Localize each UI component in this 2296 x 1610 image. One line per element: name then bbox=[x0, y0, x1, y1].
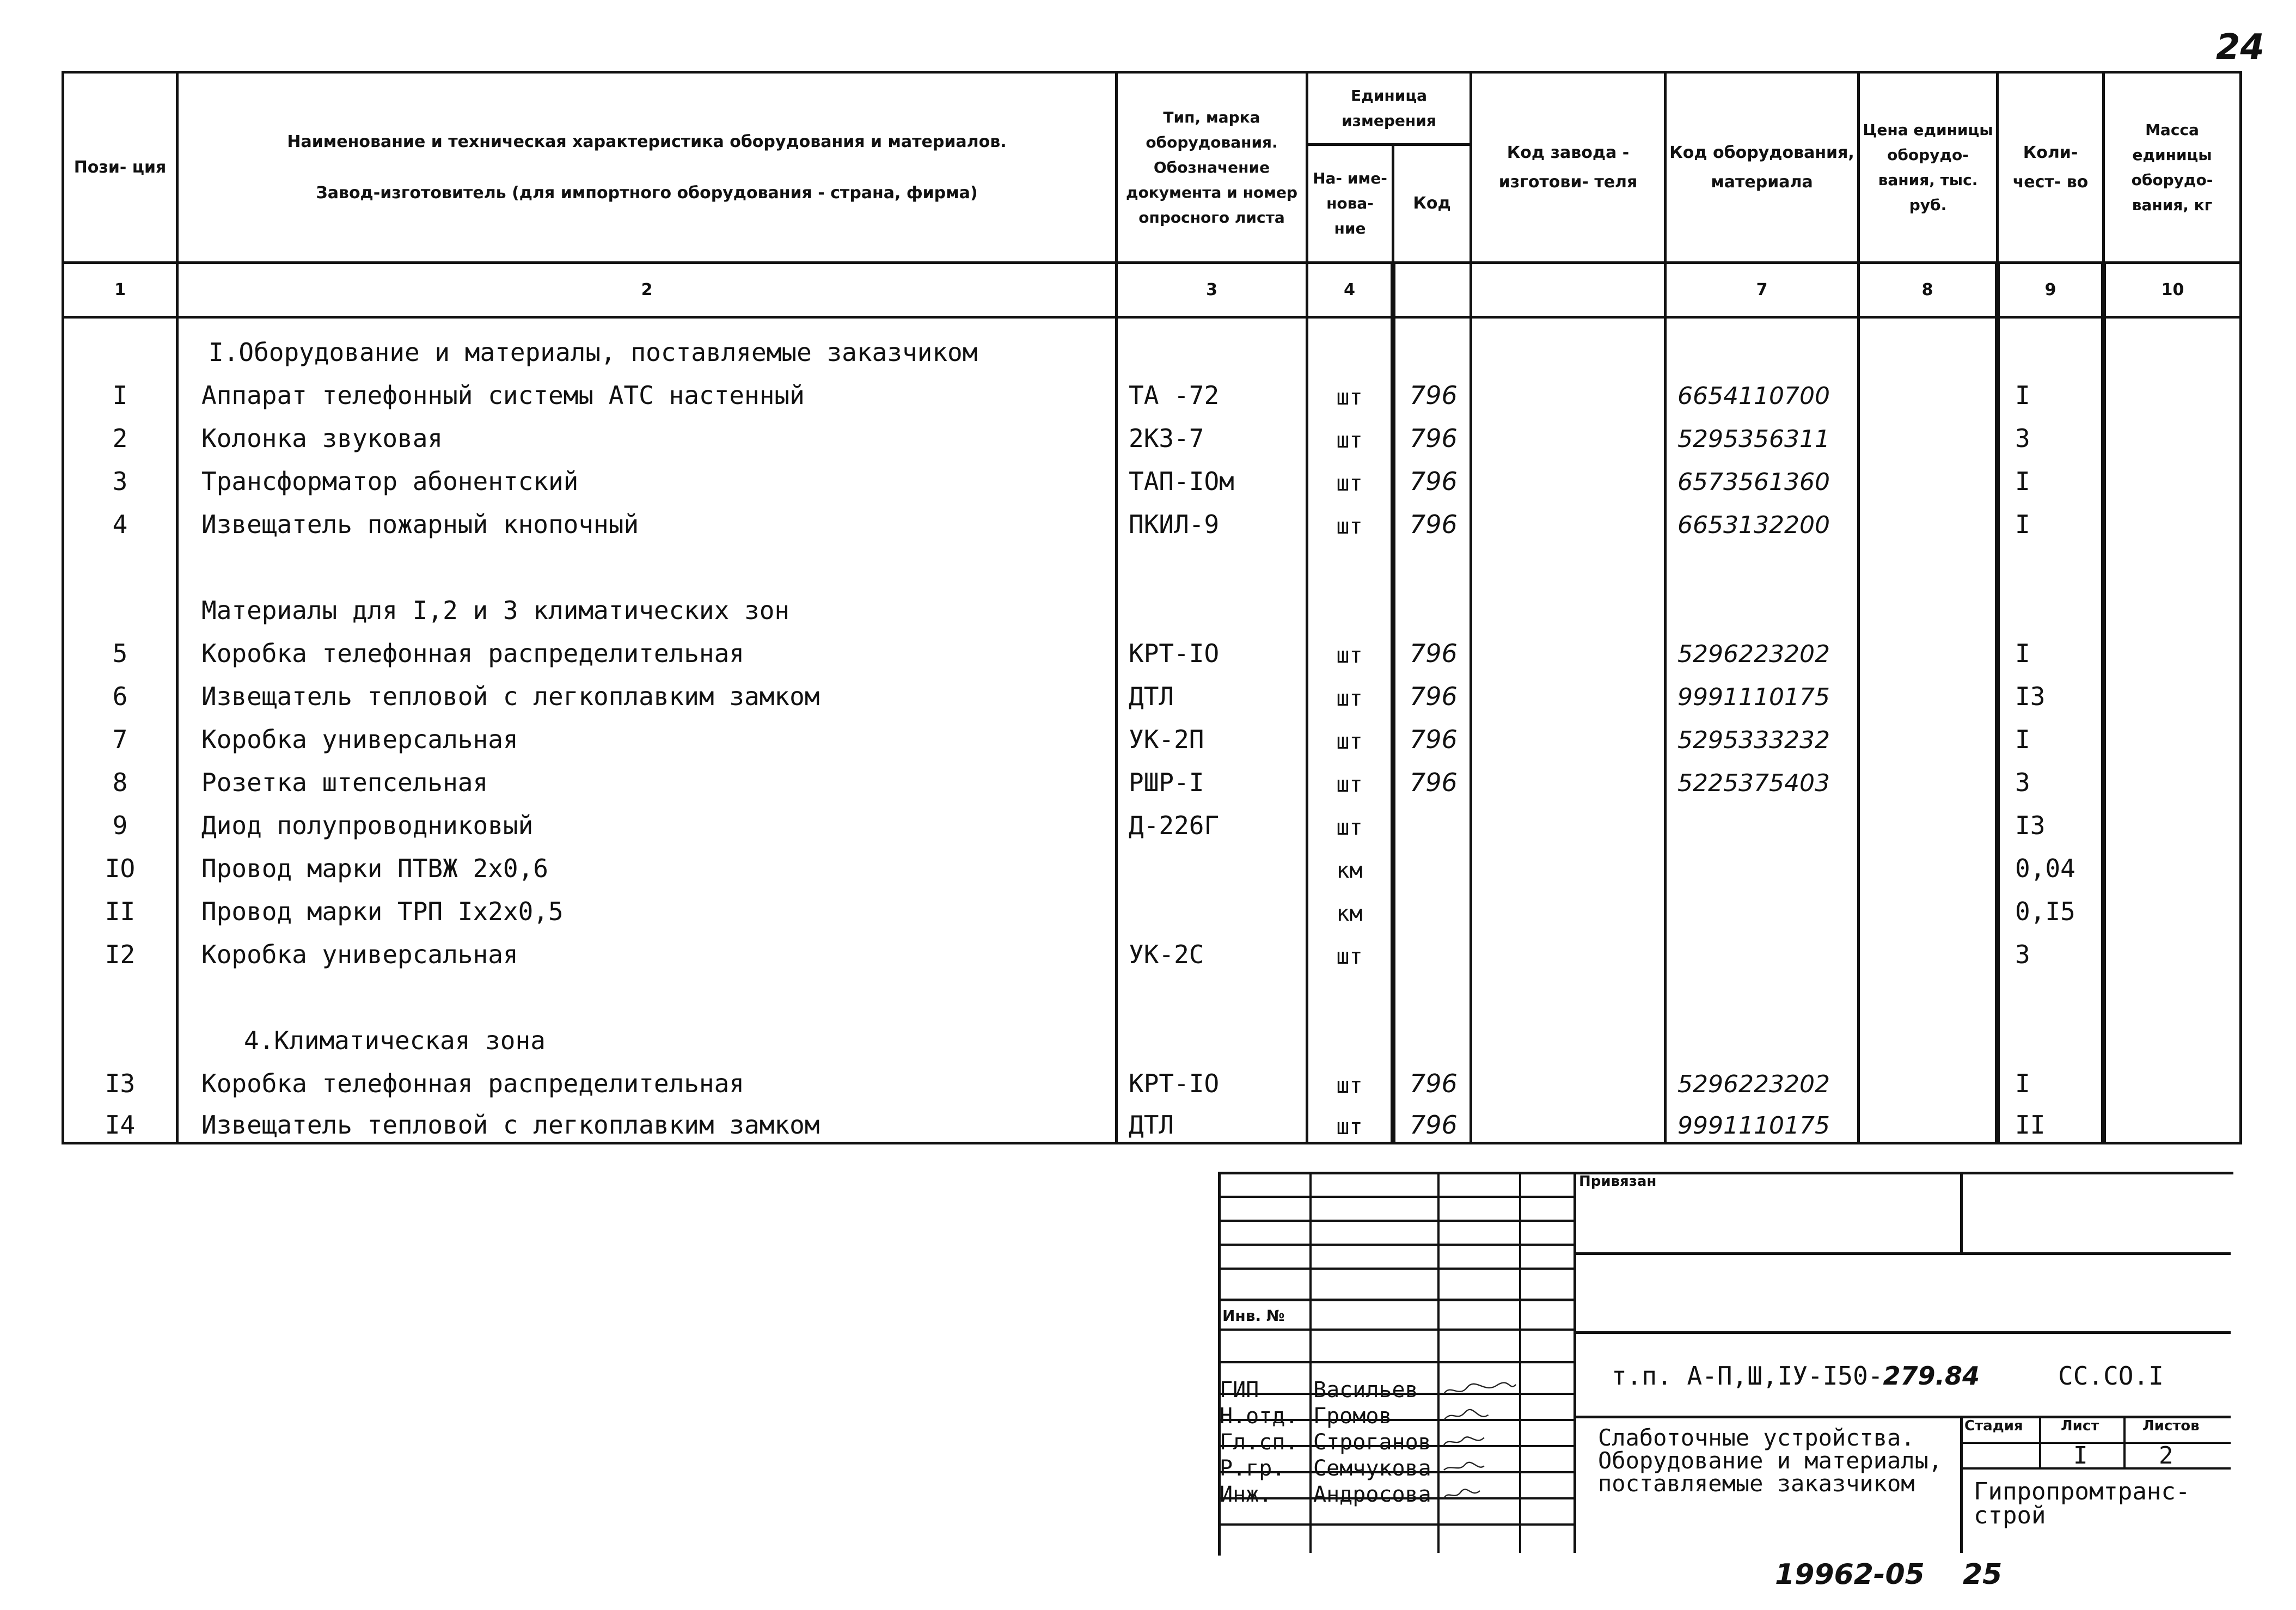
sheet-code: СС.СО.I bbox=[2058, 1361, 2164, 1391]
cell-type: УК-2С bbox=[1117, 928, 1307, 971]
cell-price bbox=[1859, 1057, 1998, 1100]
header-manufacturer-code: Код завода - изготови- теля bbox=[1471, 72, 1666, 263]
cell-price bbox=[1859, 756, 1998, 799]
cell-unit bbox=[1307, 971, 1393, 1014]
cell-type bbox=[1117, 1014, 1307, 1057]
cell-pos: I2 bbox=[63, 928, 177, 971]
cell-mass bbox=[2104, 369, 2241, 412]
cell-qty bbox=[1998, 971, 2104, 1014]
cell-price bbox=[1859, 1100, 1998, 1143]
cell-mass bbox=[2104, 541, 2241, 584]
table-row bbox=[63, 713, 2241, 756]
cell-unit: шт bbox=[1307, 799, 1393, 842]
cell-type: ТА -72 bbox=[1117, 369, 1307, 412]
cell-price bbox=[1859, 842, 1998, 885]
cell-name: Аппарат телефонный системы АТС настенный bbox=[177, 369, 1117, 412]
header-name: Наименование и техническая характеристика оборудования и материалов. Завод-изготовитель (для импортного оборудования - страна, фирма) bbox=[177, 72, 1117, 263]
cell-price bbox=[1859, 885, 1998, 928]
signature-icon bbox=[1442, 1405, 1518, 1428]
cell-qty bbox=[1998, 541, 2104, 584]
table-row bbox=[63, 1057, 2241, 1100]
cell-type bbox=[1117, 842, 1307, 885]
cell-unit: шт bbox=[1307, 412, 1393, 455]
cell-name: Розетка штепсельная bbox=[177, 756, 1117, 799]
cell-name: Коробка телефонная распределительная bbox=[177, 627, 1117, 670]
cell-mat-code bbox=[1666, 971, 1859, 1014]
cell-mass bbox=[2104, 971, 2241, 1014]
signer-role: Инж. bbox=[1220, 1482, 1272, 1507]
cell-mfr bbox=[1471, 799, 1666, 842]
cell-mass bbox=[2104, 317, 2241, 369]
table-row bbox=[63, 885, 2241, 928]
cell-pos bbox=[63, 541, 177, 584]
table-row bbox=[63, 971, 2241, 1014]
table-row bbox=[63, 498, 2241, 541]
cell-unit bbox=[1307, 1014, 1393, 1057]
cell-name: Коробка телефонная распределительная bbox=[177, 1057, 1117, 1100]
bottom-page-number: 25 bbox=[1963, 1558, 2003, 1591]
cell-mass bbox=[2104, 412, 2241, 455]
cell-pos: IO bbox=[63, 842, 177, 885]
header-unit-code: Код bbox=[1393, 145, 1471, 263]
cell-qty: I bbox=[1998, 455, 2104, 498]
cell-mfr bbox=[1471, 713, 1666, 756]
cell-unit: км bbox=[1307, 885, 1393, 928]
inventory-number-label: Инв. № bbox=[1222, 1307, 1285, 1325]
cell-mat-code bbox=[1666, 541, 1859, 584]
cell-mass bbox=[2104, 1057, 2241, 1100]
sheets-label: Листов bbox=[2142, 1418, 2200, 1434]
cell-pos: 7 bbox=[63, 713, 177, 756]
cell-qty bbox=[1998, 317, 2104, 369]
cell-qty: 0,I5 bbox=[1998, 885, 2104, 928]
cell-code bbox=[1393, 885, 1471, 928]
cell-type: КРТ-IO bbox=[1117, 1057, 1307, 1100]
cell-price bbox=[1859, 928, 1998, 971]
cell-name: Коробка универсальная bbox=[177, 713, 1117, 756]
cell-unit bbox=[1307, 584, 1393, 627]
stage-label: Стадия bbox=[1964, 1418, 2023, 1434]
cell-price bbox=[1859, 971, 1998, 1014]
table-row bbox=[63, 627, 2241, 670]
cell-type: КРТ-IO bbox=[1117, 627, 1307, 670]
cell-mfr bbox=[1471, 885, 1666, 928]
signer-role: Гл.сп. bbox=[1220, 1430, 1299, 1455]
cell-code: 796 bbox=[1393, 1100, 1471, 1143]
document-code: т.п. А-П,Ш,IУ-I50-279.84 bbox=[1612, 1361, 1980, 1391]
cell-unit bbox=[1307, 317, 1393, 369]
signature-icon bbox=[1442, 1457, 1518, 1480]
cell-pos bbox=[63, 317, 177, 369]
cell-name: Материалы для I,2 и 3 климатических зон bbox=[177, 584, 1117, 627]
table-row bbox=[63, 541, 2241, 584]
cell-qty: II bbox=[1998, 1100, 2104, 1143]
cell-mat-code bbox=[1666, 928, 1859, 971]
header-units: Единица измерения bbox=[1307, 72, 1471, 145]
cell-type: РШР-I bbox=[1117, 756, 1307, 799]
signer-name: Васильев bbox=[1313, 1378, 1418, 1403]
cell-mfr bbox=[1471, 842, 1666, 885]
cell-name: Провод марки ТРП Iх2х0,5 bbox=[177, 885, 1117, 928]
signer-name: Строганов bbox=[1313, 1430, 1431, 1455]
header-price: Цена единицы оборудо- вания, тыс. руб. bbox=[1859, 72, 1998, 263]
signer-role: ГИП bbox=[1220, 1378, 1259, 1403]
cell-pos: 2 bbox=[63, 412, 177, 455]
page-number: 24 bbox=[2216, 27, 2265, 68]
table-row bbox=[63, 1100, 2241, 1143]
cell-name: Извещатель тепловой с легкоплавким замком bbox=[177, 670, 1117, 713]
cell-type: ПКИЛ-9 bbox=[1117, 498, 1307, 541]
table-row bbox=[63, 756, 2241, 799]
cell-mat-code bbox=[1666, 885, 1859, 928]
signer-name: Семчукова bbox=[1313, 1456, 1431, 1481]
cell-unit: шт bbox=[1307, 670, 1393, 713]
cell-pos: I bbox=[63, 369, 177, 412]
cell-mfr bbox=[1471, 412, 1666, 455]
cell-qty: I bbox=[1998, 369, 2104, 412]
table-row bbox=[63, 455, 2241, 498]
header-mass: Масса единицы оборудо- вания, кг bbox=[2104, 72, 2241, 263]
cell-name: Коробка универсальная bbox=[177, 928, 1117, 971]
cell-name: Извещатель пожарный кнопочный bbox=[177, 498, 1117, 541]
cell-name: Провод марки ПТВЖ 2х0,6 bbox=[177, 842, 1117, 885]
cell-code bbox=[1393, 842, 1471, 885]
cell-type: ДТЛ bbox=[1117, 1100, 1307, 1143]
cell-code: 796 bbox=[1393, 756, 1471, 799]
cell-mass bbox=[2104, 627, 2241, 670]
header-material-code: Код оборудования, материала bbox=[1666, 72, 1859, 263]
cell-name bbox=[177, 971, 1117, 1014]
table-row bbox=[63, 842, 2241, 885]
table-row bbox=[63, 1014, 2241, 1057]
cell-mat-code bbox=[1666, 799, 1859, 842]
cell-price bbox=[1859, 799, 1998, 842]
cell-mat-code: 9991110175 bbox=[1666, 1100, 1859, 1143]
cell-unit bbox=[1307, 541, 1393, 584]
signature-icon bbox=[1442, 1379, 1518, 1401]
cell-unit: шт bbox=[1307, 498, 1393, 541]
cell-type bbox=[1117, 317, 1307, 369]
cell-qty bbox=[1998, 1014, 2104, 1057]
cell-code bbox=[1393, 928, 1471, 971]
table-body bbox=[63, 317, 2241, 1143]
cell-unit: шт bbox=[1307, 1100, 1393, 1143]
cell-mass bbox=[2104, 928, 2241, 971]
cell-mass bbox=[2104, 756, 2241, 799]
sheets-value: 2 bbox=[2159, 1442, 2173, 1470]
cell-pos: 3 bbox=[63, 455, 177, 498]
cell-unit: шт bbox=[1307, 369, 1393, 412]
signature-icon bbox=[1442, 1431, 1518, 1454]
cell-type bbox=[1117, 541, 1307, 584]
cell-code: 796 bbox=[1393, 713, 1471, 756]
cell-mass bbox=[2104, 455, 2241, 498]
cell-mfr bbox=[1471, 928, 1666, 971]
cell-mat-code bbox=[1666, 584, 1859, 627]
cell-mat-code bbox=[1666, 842, 1859, 885]
cell-pos bbox=[63, 1014, 177, 1057]
cell-unit: шт bbox=[1307, 627, 1393, 670]
cell-code bbox=[1393, 799, 1471, 842]
cell-unit: шт bbox=[1307, 713, 1393, 756]
header-position: Пози- ция bbox=[63, 72, 177, 263]
cell-code: 796 bbox=[1393, 670, 1471, 713]
cell-price bbox=[1859, 369, 1998, 412]
cell-mass bbox=[2104, 713, 2241, 756]
cell-qty: I3 bbox=[1998, 799, 2104, 842]
cell-mfr bbox=[1471, 455, 1666, 498]
cell-name: Извещатель тепловой с легкоплавким замком bbox=[177, 1100, 1117, 1143]
cell-mat-code bbox=[1666, 317, 1859, 369]
cell-type: ДТЛ bbox=[1117, 670, 1307, 713]
cell-qty: I bbox=[1998, 498, 2104, 541]
cell-price bbox=[1859, 713, 1998, 756]
cell-qty: I bbox=[1998, 1057, 2104, 1100]
cell-mat-code: 6573561360 bbox=[1666, 455, 1859, 498]
cell-pos bbox=[63, 971, 177, 1014]
cell-code: 796 bbox=[1393, 498, 1471, 541]
cell-price bbox=[1859, 627, 1998, 670]
cell-qty bbox=[1998, 584, 2104, 627]
signer-role: Р.гр. bbox=[1220, 1456, 1285, 1481]
cell-mfr bbox=[1471, 1057, 1666, 1100]
cell-mass bbox=[2104, 1014, 2241, 1057]
cell-code: 796 bbox=[1393, 455, 1471, 498]
column-numbers-row: 1 2 3 4 7 8 9 10 bbox=[63, 263, 2241, 317]
signature-icon bbox=[1442, 1483, 1518, 1506]
cell-mfr bbox=[1471, 1100, 1666, 1143]
cell-price bbox=[1859, 412, 1998, 455]
cell-mass bbox=[2104, 670, 2241, 713]
sheet-value: I bbox=[2073, 1442, 2088, 1470]
cell-name: Колонка звуковая bbox=[177, 412, 1117, 455]
cell-name: Диод полупроводниковый bbox=[177, 799, 1117, 842]
equipment-table bbox=[62, 71, 2242, 1144]
cell-name: 4.Климатическая зона bbox=[177, 1014, 1117, 1057]
cell-code bbox=[1393, 1014, 1471, 1057]
cell-mfr bbox=[1471, 670, 1666, 713]
cell-code bbox=[1393, 971, 1471, 1014]
cell-pos: 9 bbox=[63, 799, 177, 842]
cell-unit: км bbox=[1307, 842, 1393, 885]
cell-type: ТАП-IOм bbox=[1117, 455, 1307, 498]
cell-mfr bbox=[1471, 756, 1666, 799]
signer-name: Громов bbox=[1313, 1404, 1392, 1429]
cell-type bbox=[1117, 971, 1307, 1014]
bottom-document-number: 19962-05 bbox=[1775, 1558, 1925, 1591]
privyazan-label: Привязан bbox=[1579, 1173, 1657, 1190]
cell-mat-code: 9991110175 bbox=[1666, 670, 1859, 713]
cell-mat-code: 5295356311 bbox=[1666, 412, 1859, 455]
cell-unit: шт bbox=[1307, 455, 1393, 498]
cell-mat-code: 5225375403 bbox=[1666, 756, 1859, 799]
document-title: Слаботочные устройства. Оборудование и материалы, поставляемые заказчиком bbox=[1598, 1424, 1943, 1497]
sheet-label: Лист bbox=[2061, 1418, 2099, 1434]
cell-code bbox=[1393, 541, 1471, 584]
cell-mat-code: 5295333232 bbox=[1666, 713, 1859, 756]
header-unit-name: На- име- нова- ние bbox=[1307, 145, 1393, 263]
table-row bbox=[63, 928, 2241, 971]
cell-mfr bbox=[1471, 369, 1666, 412]
cell-code: 796 bbox=[1393, 412, 1471, 455]
cell-code bbox=[1393, 584, 1471, 627]
cell-unit: шт bbox=[1307, 756, 1393, 799]
cell-code: 796 bbox=[1393, 1057, 1471, 1100]
cell-qty: 0,04 bbox=[1998, 842, 2104, 885]
cell-unit: шт bbox=[1307, 1057, 1393, 1100]
table-row bbox=[63, 670, 2241, 713]
cell-mass bbox=[2104, 799, 2241, 842]
table-row bbox=[63, 584, 2241, 627]
header-type: Тип, марка оборудования. Обозначение документа и номер опросного листа bbox=[1117, 72, 1307, 263]
cell-price bbox=[1859, 317, 1998, 369]
cell-code: 796 bbox=[1393, 627, 1471, 670]
header-quantity: Коли- чест- во bbox=[1998, 72, 2104, 263]
cell-code: 796 bbox=[1393, 369, 1471, 412]
cell-mat-code: 5296223202 bbox=[1666, 627, 1859, 670]
cell-type: Д-226Г bbox=[1117, 799, 1307, 842]
table-row bbox=[63, 317, 2241, 369]
cell-mfr bbox=[1471, 584, 1666, 627]
cell-pos: II bbox=[63, 885, 177, 928]
cell-mat-code: 5296223202 bbox=[1666, 1057, 1859, 1100]
cell-pos: I4 bbox=[63, 1100, 177, 1143]
cell-mfr bbox=[1471, 1014, 1666, 1057]
cell-pos bbox=[63, 584, 177, 627]
cell-qty: I bbox=[1998, 627, 2104, 670]
cell-mfr bbox=[1471, 627, 1666, 670]
cell-qty: I3 bbox=[1998, 670, 2104, 713]
cell-mass bbox=[2104, 842, 2241, 885]
cell-type bbox=[1117, 885, 1307, 928]
table-row bbox=[63, 412, 2241, 455]
cell-unit: шт bbox=[1307, 928, 1393, 971]
cell-mass bbox=[2104, 584, 2241, 627]
cell-name bbox=[177, 541, 1117, 584]
cell-mass bbox=[2104, 1100, 2241, 1143]
cell-pos: 6 bbox=[63, 670, 177, 713]
cell-mfr bbox=[1471, 541, 1666, 584]
cell-pos: 5 bbox=[63, 627, 177, 670]
cell-mass bbox=[2104, 885, 2241, 928]
cell-price bbox=[1859, 670, 1998, 713]
cell-mat-code bbox=[1666, 1014, 1859, 1057]
cell-qty: 3 bbox=[1998, 928, 2104, 971]
cell-mfr bbox=[1471, 317, 1666, 369]
cell-price bbox=[1859, 455, 1998, 498]
cell-mfr bbox=[1471, 971, 1666, 1014]
cell-type: УК-2П bbox=[1117, 713, 1307, 756]
cell-price bbox=[1859, 1014, 1998, 1057]
cell-qty: 3 bbox=[1998, 756, 2104, 799]
cell-code bbox=[1393, 317, 1471, 369]
signer-name: Андросова bbox=[1313, 1482, 1431, 1507]
table-row bbox=[63, 799, 2241, 842]
cell-pos: 8 bbox=[63, 756, 177, 799]
cell-price bbox=[1859, 541, 1998, 584]
cell-mass bbox=[2104, 498, 2241, 541]
cell-type bbox=[1117, 584, 1307, 627]
cell-qty: I bbox=[1998, 713, 2104, 756]
organization-name: Гипропромтранс- строй bbox=[1974, 1478, 2190, 1529]
cell-mat-code: 6654110700 bbox=[1666, 369, 1859, 412]
cell-name: Трансформатор абонентский bbox=[177, 455, 1117, 498]
cell-qty: 3 bbox=[1998, 412, 2104, 455]
cell-name: I.Оборудование и материалы, поставляемые заказчиком bbox=[177, 317, 1117, 369]
cell-pos: I3 bbox=[63, 1057, 177, 1100]
cell-mfr bbox=[1471, 498, 1666, 541]
table-row bbox=[63, 369, 2241, 412]
cell-pos: 4 bbox=[63, 498, 177, 541]
signer-role: Н.отд. bbox=[1220, 1404, 1299, 1429]
cell-price bbox=[1859, 584, 1998, 627]
cell-mat-code: 6653132200 bbox=[1666, 498, 1859, 541]
cell-type: 2КЗ-7 bbox=[1117, 412, 1307, 455]
cell-price bbox=[1859, 498, 1998, 541]
